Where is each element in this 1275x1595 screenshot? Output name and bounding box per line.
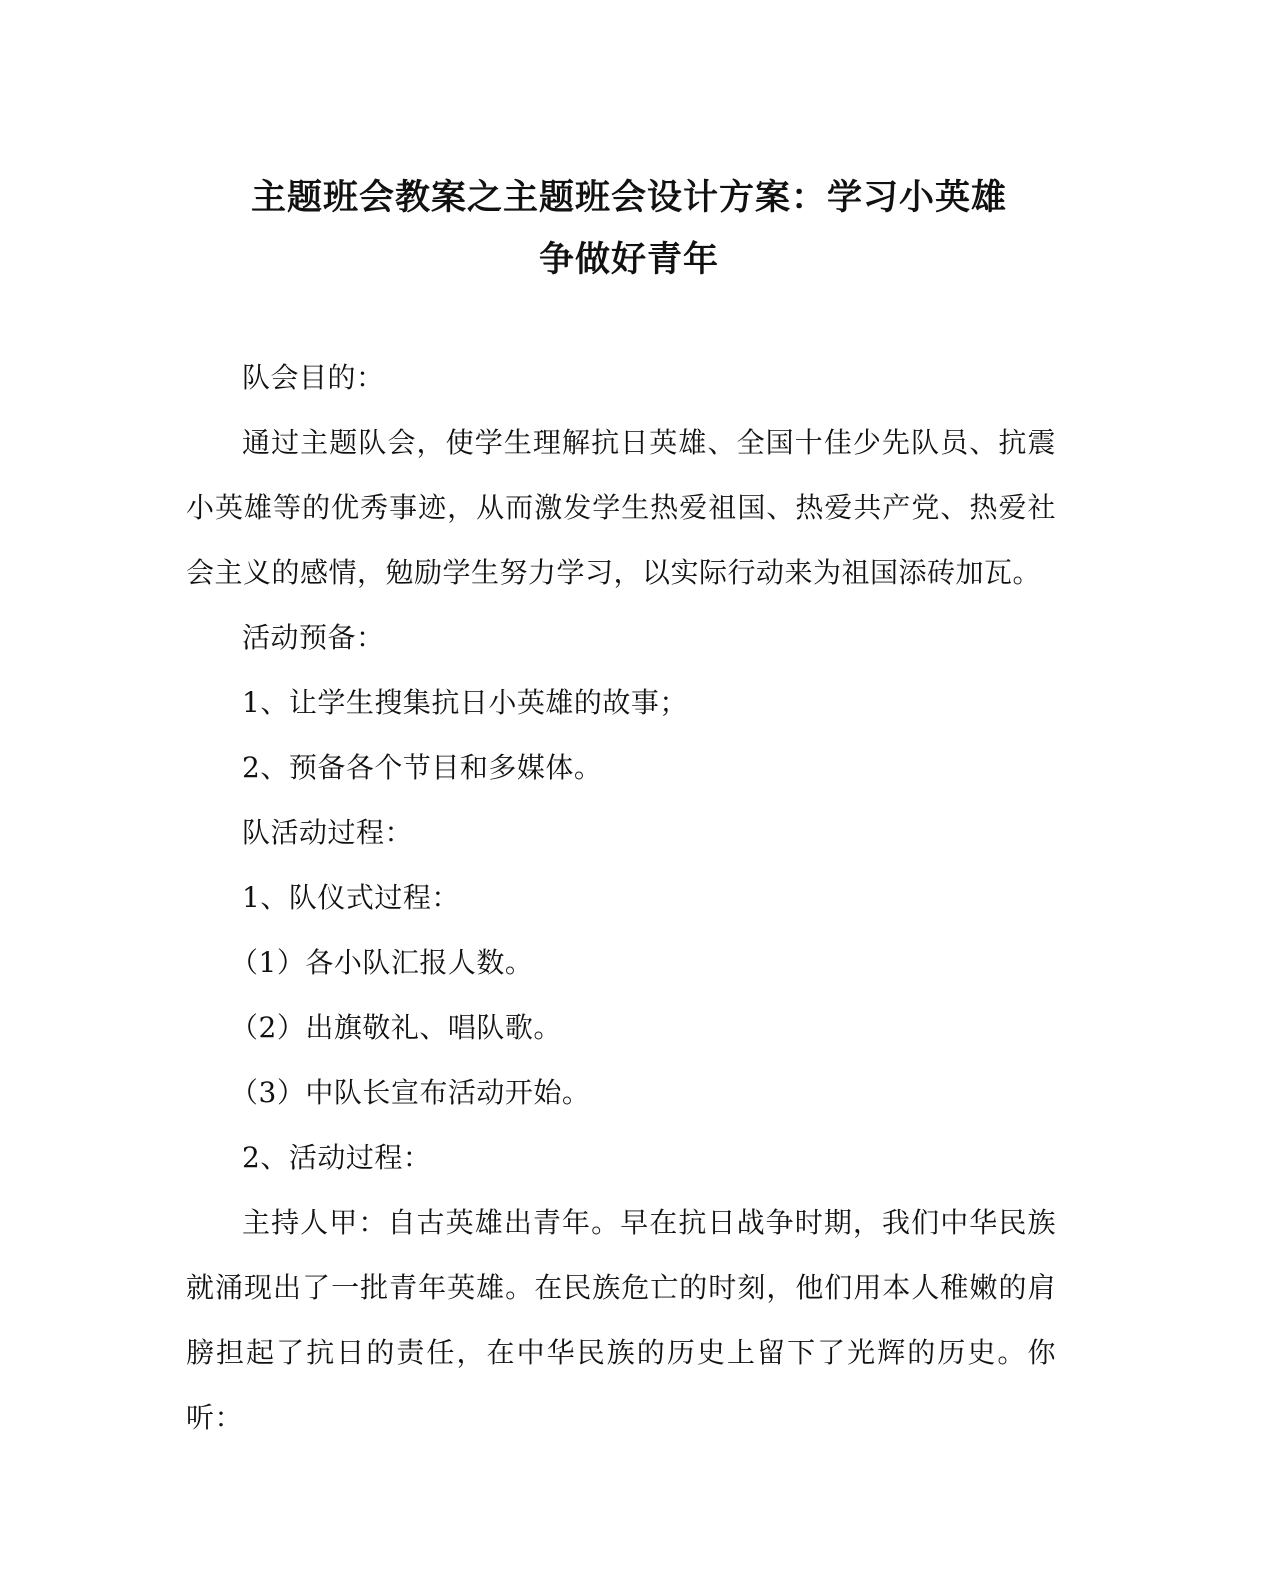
process-substep-1: （1）各小队汇报人数。 (230, 946, 534, 979)
document-title-line-1: 主题班会教案之主题班会设计方案：学习小英雄 (250, 178, 1007, 218)
heading-preparation: 活动预备： (242, 621, 385, 654)
paragraph-purpose: 通过主题队会，使学生理解抗日英雄、全国十佳少先队员、抗震小英雄等的优秀事迹，从而激发学生热爱祖国、热爱共产党、热爱社会主义的感情，勉励学生努力学习，以实际行动来为祖国添砖加瓦。 (186, 426, 1056, 589)
document-title-line-2: 争做好青年 (538, 240, 719, 280)
heading-purpose: 队会目的： (242, 361, 385, 394)
process-substep-2: （2）出旗敬礼、唱队歌。 (230, 1011, 562, 1044)
preparation-item-1: 1、让学生搜集抗日小英雄的故事； (242, 686, 688, 719)
preparation-item-2: 2、预备各个节目和多媒体。 (242, 751, 603, 784)
paragraph-host-a: 主持人甲：自古英雄出青年。早在抗日战争时期，我们中华民族就涌现出了一批青年英雄。在民族危亡的时刻，他们用本人稚嫩的肩膀担起了抗日的责任，在中华民族的历史上留下了光辉的历史。你听： (186, 1206, 1056, 1434)
process-substep-3: （3）中队长宣布活动开始。 (230, 1076, 591, 1109)
document-body (186, 345, 1056, 1450)
process-step-1: 1、队仪式过程： (242, 881, 460, 914)
process-step-2: 2、活动过程： (242, 1141, 432, 1174)
heading-process: 队活动过程： (242, 816, 414, 849)
